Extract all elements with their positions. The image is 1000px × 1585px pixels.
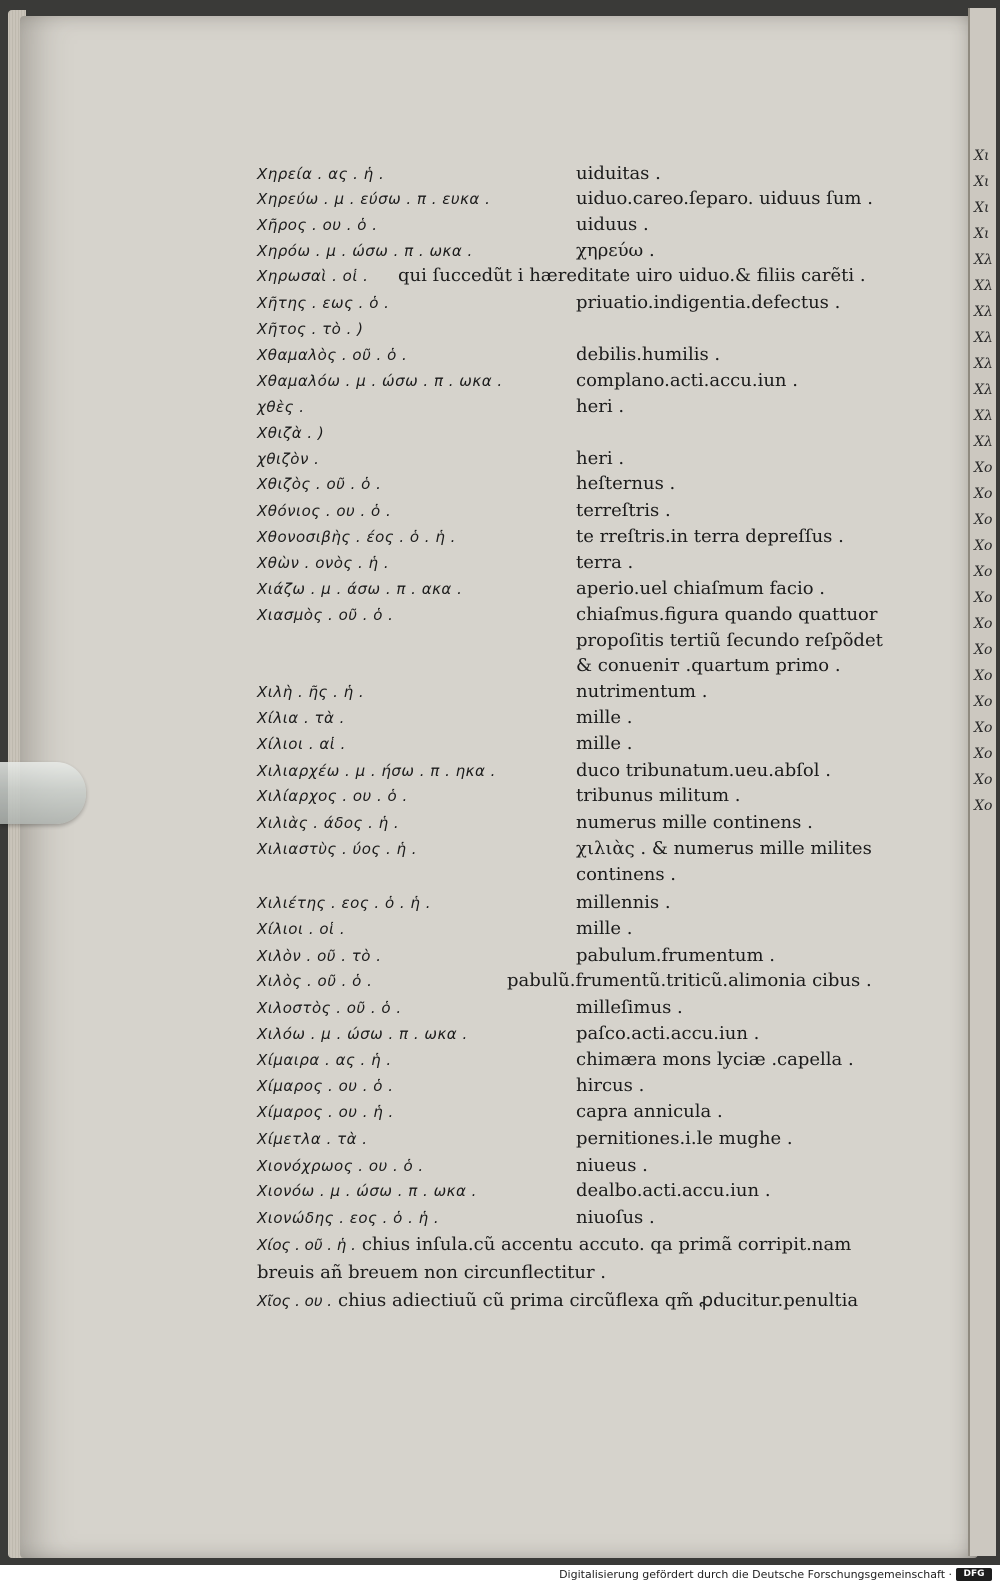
definition: chiaſmus.figura quando quattuor — [576, 604, 878, 625]
headword: Χιονόω . μ . ώσω . π . ωκα . — [257, 1182, 477, 1200]
dfg-logo: DFG — [956, 1568, 992, 1581]
facing-page-letter: Χο — [974, 694, 993, 710]
headword: Χθονοσιβὴς . έος . ὁ . ἡ . — [257, 528, 456, 546]
definition: propoſitis tertiũ ſecundo reſpõdet — [576, 630, 883, 651]
definition: paſco.acti.accu.iun . — [576, 1023, 760, 1044]
definition: niuoſus . — [576, 1207, 655, 1228]
facing-page-letter: Χι — [974, 148, 990, 164]
facing-page-letter: Χο — [974, 590, 993, 606]
facing-page-letter: Χι — [974, 200, 990, 216]
definition: nutrimentum . — [576, 681, 708, 702]
definition: uiduus . — [576, 214, 649, 235]
footer-bar — [0, 1565, 1000, 1585]
definition: mille . — [576, 733, 633, 754]
facing-page-letter: Χλ — [974, 408, 993, 424]
definition: complano.acti.accu.iun . — [576, 370, 798, 391]
definition: chimæra mons lyciæ .capella . — [576, 1049, 854, 1070]
headword: Χιασμὸς . οῦ . ὁ . — [257, 606, 394, 624]
headword: Χηρωσαὶ . οἱ . — [257, 267, 369, 285]
facing-page-letter: Χο — [974, 642, 993, 658]
headword: Χθόνιος . ου . ὁ . — [257, 502, 392, 520]
definition: qui ſuccedũt i hæreditate uiro uiduo.& filiis carẽti . — [398, 265, 866, 286]
facing-page-letter: Χο — [974, 746, 993, 762]
headword: Χῆρος . ου . ὁ . — [257, 216, 378, 234]
closing-line — [257, 1262, 606, 1284]
facing-page-letter: Χο — [974, 798, 993, 814]
headword: Χίλιοι . οἱ . — [257, 920, 346, 938]
definition: χιλιὰς . & numerus mille milites — [576, 838, 872, 859]
headword: Χιάζω . μ . άσω . π . ακα . — [257, 580, 463, 598]
definition: continens . — [576, 864, 677, 885]
headword: Χιλιαρχέω . μ . ήσω . π . ηκα . — [257, 762, 496, 780]
facing-page-letter: Χλ — [974, 278, 993, 294]
definition: mille . — [576, 707, 633, 728]
facing-page-letter: Χλ — [974, 330, 993, 346]
facing-page-letter: Χο — [974, 720, 993, 736]
definition: capra annicula . — [576, 1101, 723, 1122]
definition: heri . — [576, 396, 625, 417]
facing-page-letter: Χλ — [974, 382, 993, 398]
headword: Χθιζὸς . οῦ . ὁ . — [257, 475, 382, 493]
definition: heſternus . — [576, 473, 676, 494]
headword: Χῆτος . τὸ . ) — [257, 320, 364, 338]
definition: pabulũ.frumentũ.triticũ.alimonia cibus . — [507, 970, 872, 991]
headword: Χιλόω . μ . ώσω . π . ωκα . — [257, 1025, 468, 1043]
definition: millennis . — [576, 892, 671, 913]
facing-page-letter: Χο — [974, 564, 993, 580]
definition: duco tribunatum.ueu.abſol . — [576, 760, 831, 781]
headword: Χῖος . ου . — [257, 1292, 333, 1310]
facing-page-letter: Χο — [974, 668, 993, 684]
definition: dealbo.acti.accu.iun . — [576, 1180, 771, 1201]
facing-page-letter: Χλ — [974, 356, 993, 372]
definition: hircus . — [576, 1075, 645, 1096]
headword: Χηρεία . ας . ἡ . — [257, 165, 385, 183]
headword: Χθιζὰ . ) — [257, 424, 325, 442]
facing-page-letter: Χι — [974, 174, 990, 190]
headword: Χθαμαλὸς . οῦ . ὁ . — [257, 346, 408, 364]
headword: Χιονώδης . εος . ὁ . ἡ . — [257, 1209, 440, 1227]
headword: Χῆτης . εως . ὁ . — [257, 294, 390, 312]
definition: priuatio.indigentia.defectus . — [576, 292, 841, 313]
closing-line — [257, 1234, 851, 1256]
definition: uiduo.careo.ſeparo. uiduus ſum . — [576, 188, 873, 209]
headword: Χιονόχρωος . ου . ὁ . — [257, 1157, 424, 1175]
headword: Χιλιέτης . εος . ὁ . ἡ . — [257, 894, 431, 912]
facing-page-letter: Χο — [974, 772, 993, 788]
headword: Χιλὸν . οῦ . τὸ . — [257, 947, 382, 965]
definition: terreſtris . — [576, 500, 671, 521]
definition: pabulum.frumentum . — [576, 945, 776, 966]
headword: Χίμετλα . τὰ . — [257, 1130, 368, 1148]
headword: Χίμαρος . ου . ἡ . — [257, 1103, 394, 1121]
headword: Χιλοστὸς . οῦ . ὁ . — [257, 999, 402, 1017]
headword: Χηρεύω . μ . εύσω . π . ευκα . — [257, 190, 491, 208]
definition: debilis.humilis . — [576, 344, 721, 365]
headword: Χθὼν . ονὸς . ἡ . — [257, 554, 390, 572]
definition: chius inſula.cũ accentu accuto. qa primã corripit.nam — [361, 1234, 852, 1255]
closing-line — [257, 1290, 858, 1312]
footer-credit: Digitalisierung gefördert durch die Deutsche Forschungsgemeinschaft · — [559, 1568, 952, 1581]
headword: Χιλίαρχος . ου . ὁ . — [257, 787, 408, 805]
facing-page-letter: Χο — [974, 512, 993, 528]
headword: Χίλια . τὰ . — [257, 709, 345, 727]
headword: χθὲς . — [257, 398, 305, 416]
facing-page-letter: Χο — [974, 460, 993, 476]
headword: Χιλιὰς . άδος . ἡ . — [257, 814, 400, 832]
facing-page-letter: Χο — [974, 486, 993, 502]
facing-page-letter: Χλ — [974, 304, 993, 320]
headword: Χιλιαστὺς . ύος . ἡ . — [257, 840, 418, 858]
headword: Χίμαιρα . ας . ἡ . — [257, 1051, 392, 1069]
headword: Χιλὴ . ῆς . ἡ . — [257, 683, 365, 701]
definition: heri . — [576, 448, 625, 469]
definition: tribunus militum . — [576, 785, 741, 806]
definition: numerus mille continens . — [576, 812, 813, 833]
facing-page-letter: Χο — [974, 616, 993, 632]
headword: Χίος . οῦ . ἡ . — [257, 1236, 356, 1254]
facing-page-letter: Χλ — [974, 252, 993, 268]
definition: pernitiones.i.le mughe . — [576, 1128, 793, 1149]
definition: mille . — [576, 918, 633, 939]
definition: milleſimus . — [576, 997, 683, 1018]
definition: terra . — [576, 552, 634, 573]
headword: Χίλιοι . αἱ . — [257, 735, 346, 753]
definition: uiduitas . — [576, 163, 661, 184]
headword: χθιζὸν . — [257, 450, 320, 468]
facing-page-letter: Χο — [974, 538, 993, 554]
facing-page-letter: Χι — [974, 226, 990, 242]
definition: chius adiectiuũ cũ prima circũflexa qm̃ ꝓducitur.penultia — [338, 1290, 859, 1311]
definition: te rreſtris.in terra depreſſus . — [576, 526, 844, 547]
headword: Χθαμαλόω . μ . ώσω . π . ωκα . — [257, 372, 503, 390]
definition: & conueniт .quartum primo . — [576, 655, 841, 676]
headword: Χίμαρος . ου . ὁ . — [257, 1077, 394, 1095]
headword: Χιλὸς . οῦ . ὁ . — [257, 972, 373, 990]
facing-page-letter: Χλ — [974, 434, 993, 450]
definition: breuis añ breuem non circunflectitur . — [257, 1262, 607, 1283]
headword: Χηρόω . μ . ώσω . π . ωκα . — [257, 242, 473, 260]
definition: χηρεύω . — [576, 240, 655, 261]
definition: niueus . — [576, 1155, 648, 1176]
definition: aperio.uel chiaſmum facio . — [576, 578, 826, 599]
